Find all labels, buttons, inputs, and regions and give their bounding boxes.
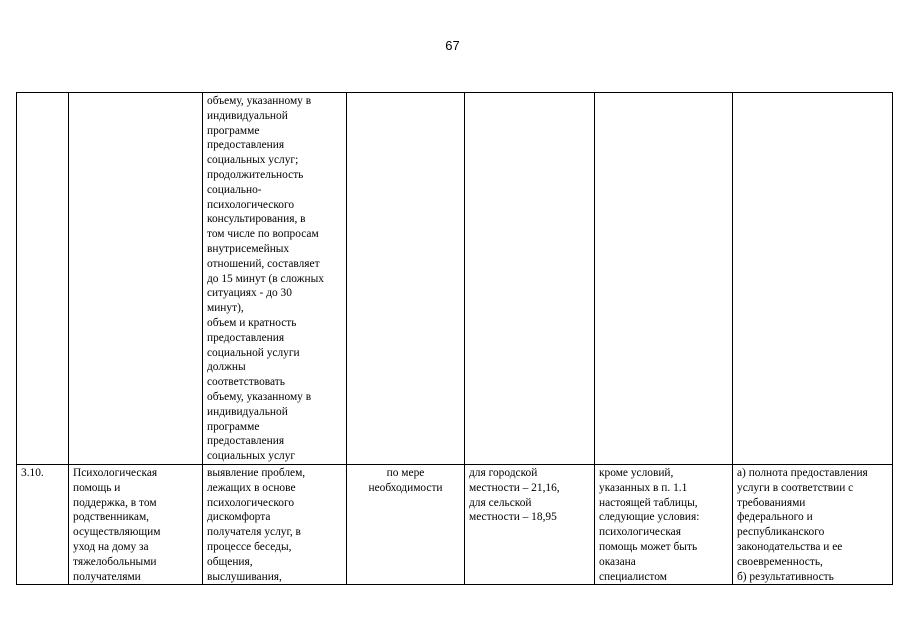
cell-quality: а) полнота предоставления услуги в соответствии с требованиями федерального и республиканского законодательства и ее своевременность, б) результативность <box>733 464 893 584</box>
cell-number <box>17 93 69 465</box>
page-number: 67 <box>445 38 460 53</box>
cell-description: выявление проблем, лежащих в основе психологического дискомфорта получателя услуг, в процессе беседы, общения, выслушивания, <box>203 464 347 584</box>
cell-tariff <box>465 93 595 465</box>
services-table <box>16 92 893 585</box>
cell-service-name <box>69 93 203 465</box>
cell-description: объему, указанному в индивидуальной программе предоставления социальных услуг; продолжительность социально- психологического консультирования, в том числе по вопросам внутрисемейных отношений, составляет до 15 минут (в сложных ситуациях - до 30 минут), объем и кратность предоставления социальной услуги должны соответствовать объему, указанному в индивидуальной программе предоставления социальных услуг <box>203 93 347 465</box>
cell-service-name: Психологическая помощь и поддержка, в том родственникам, осуществляющим уход на дому за тяжелобольными получателями <box>69 464 203 584</box>
cell-tariff: для городской местности – 21,16, для сельской местности – 18,95 <box>465 464 595 584</box>
cell-conditions <box>595 93 733 465</box>
table-row <box>17 93 893 465</box>
cell-frequency: по мере необходимости <box>347 464 465 584</box>
table-row <box>17 464 893 584</box>
cell-quality <box>733 93 893 465</box>
cell-conditions: кроме условий, указанных в п. 1.1 настоящей таблицы, следующие условия: психологическая помощь может быть оказана специалистом <box>595 464 733 584</box>
cell-frequency <box>347 93 465 465</box>
cell-number: 3.10. <box>17 464 69 584</box>
